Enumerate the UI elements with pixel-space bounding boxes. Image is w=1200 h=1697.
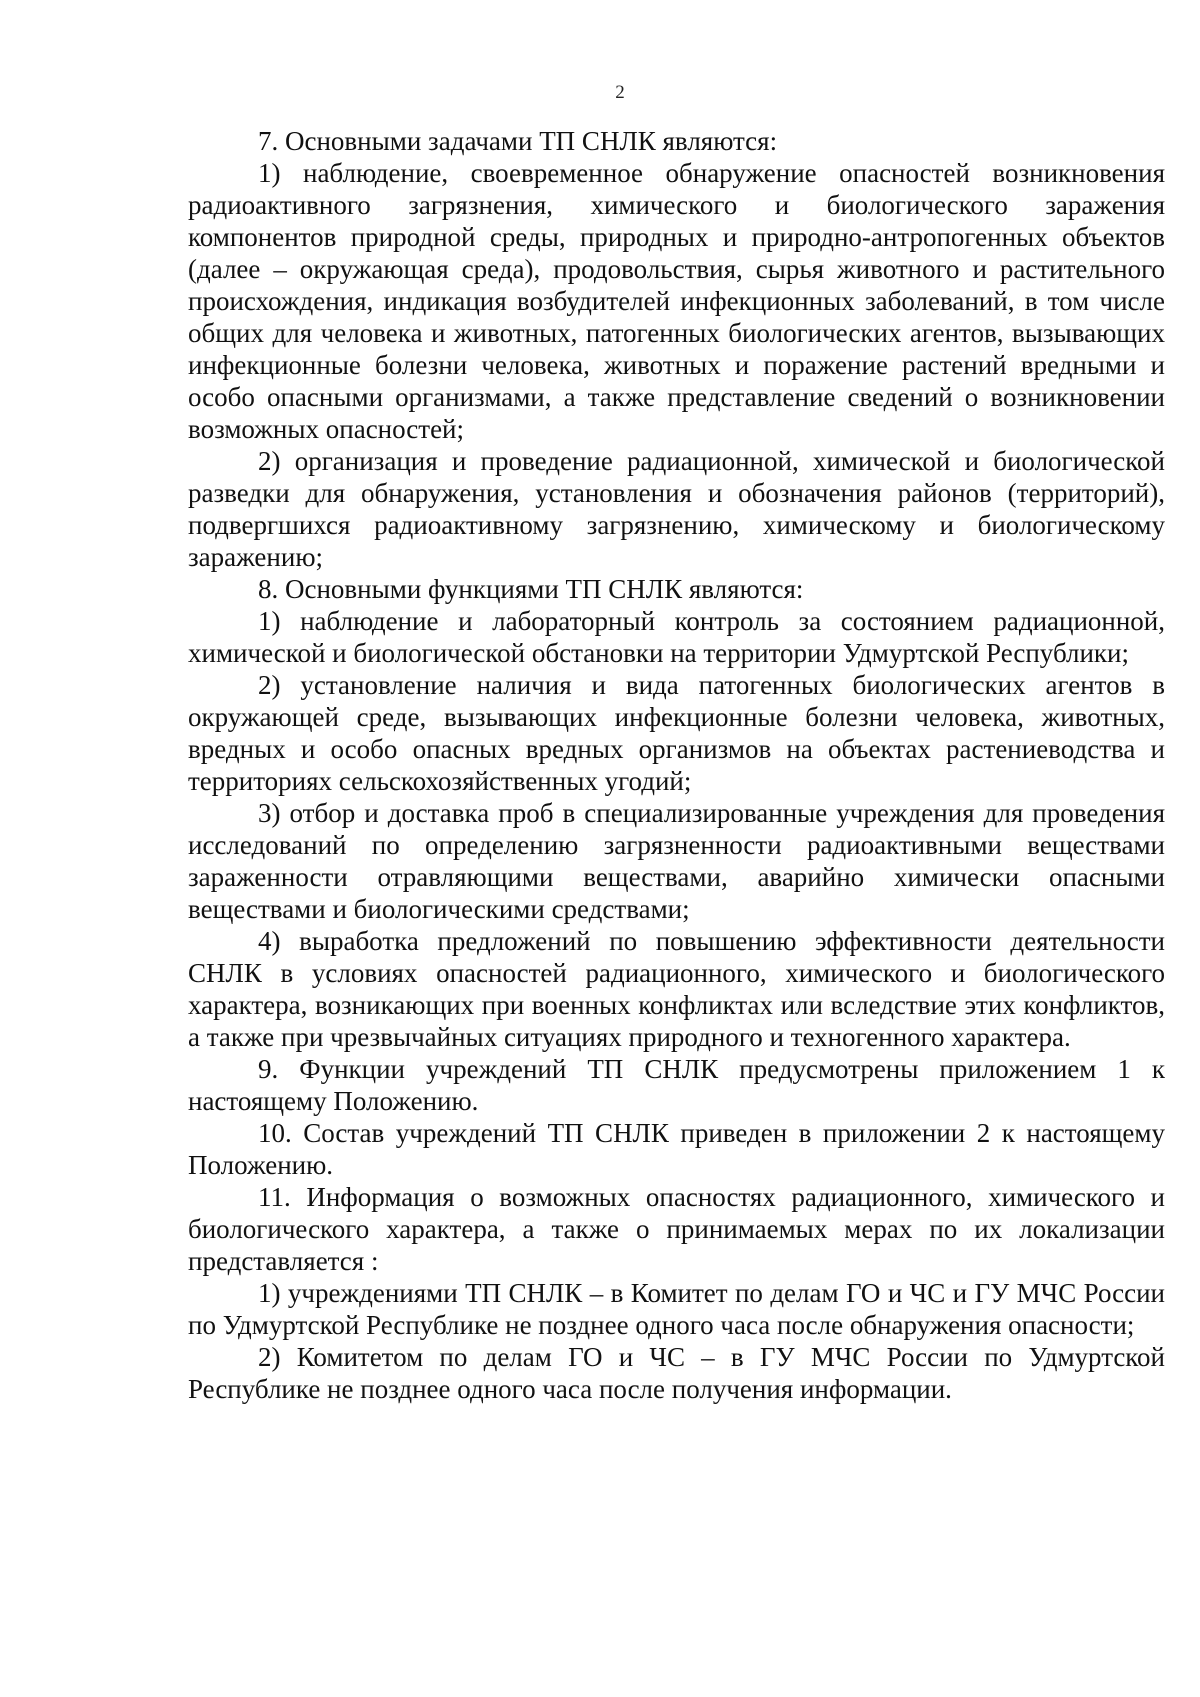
paragraph-7-item-2: 2) организация и проведение радиационной, химической и биологической разведки для обнаружения, установления и обозначения районов (территорий), подвергшихся радиоактивному загрязнению, химическому и биологическому заражению; (188, 446, 1165, 572)
paragraph-11-item-2: 2) Комитетом по делам ГО и ЧС – в ГУ МЧС России по Удмуртской Республике не позднее одного часа после получения информации. (188, 1342, 1165, 1404)
paragraph-9: 9. Функции учреждений ТП СНЛК предусмотрены приложением 1 к настоящему Положению. (188, 1054, 1165, 1116)
paragraph-8-item-4: 4) выработка предложений по повышению эффективности деятельности СНЛК в условиях опасностей радиационного, химического и биологического характера, возникающих при военных конфликтах или вследствие этих конфликтов, а также при чрезвычайных ситуациях природного и техногенного характера. (188, 926, 1165, 1052)
paragraph-10: 10. Состав учреждений ТП СНЛК приведен в приложении 2 к настоящему Положению. (188, 1118, 1165, 1180)
paragraph-11-item-1: 1) учреждениями ТП СНЛК – в Комитет по делам ГО и ЧС и ГУ МЧС России по Удмуртской Республике не позднее одного часа после обнаружения опасности; (188, 1278, 1165, 1340)
paragraph-8-heading: 8. Основными функциями ТП СНЛК являются: (258, 574, 804, 604)
paragraph-7-heading: 7. Основными задачами ТП СНЛК являются: (258, 126, 778, 156)
paragraph-8-item-3: 3) отбор и доставка проб в специализированные учреждения для проведения исследований по определению загрязненности радиоактивными веществами зараженности отравляющими веществами, аварийно химически опасными веществами и биологическими средствами; (188, 798, 1165, 924)
page-number: 2 (615, 82, 625, 103)
document-body (188, 125, 1165, 1405)
paragraph-8-item-2: 2) установление наличия и вида патогенных биологических агентов в окружающей среде, вызывающих инфекционные болезни человека, животных, вредных и особо опасных вредных организмов на объектах растениеводства и территориях сельскохозяйственных угодий; (188, 670, 1165, 796)
paragraph-8-item-1: 1) наблюдение и лабораторный контроль за состоянием радиационной, химической и биологической обстановки на территории Удмуртской Республики; (188, 606, 1165, 668)
paragraph-7-item-1: 1) наблюдение, своевременное обнаружение опасностей возникновения радиоактивного загрязнения, химического и биологического заражения компонентов природной среды, природных и природно-антропогенных объектов (далее – окружающая среда), продовольствия, сырья животного и растительного происхождения, индикация возбудителей инфекционных заболеваний, в том числе общих для человека и животных, патогенных биологических агентов, вызывающих инфекционные болезни человека, животных и поражение растений вредными и особо опасными организмами, а также представление сведений о возникновении возможных опасностей; (188, 158, 1165, 444)
paragraph-11-heading: 11. Информация о возможных опасностях радиационного, химического и биологического характера, а также о принимаемых мерах по их локализации представляется : (188, 1182, 1165, 1276)
